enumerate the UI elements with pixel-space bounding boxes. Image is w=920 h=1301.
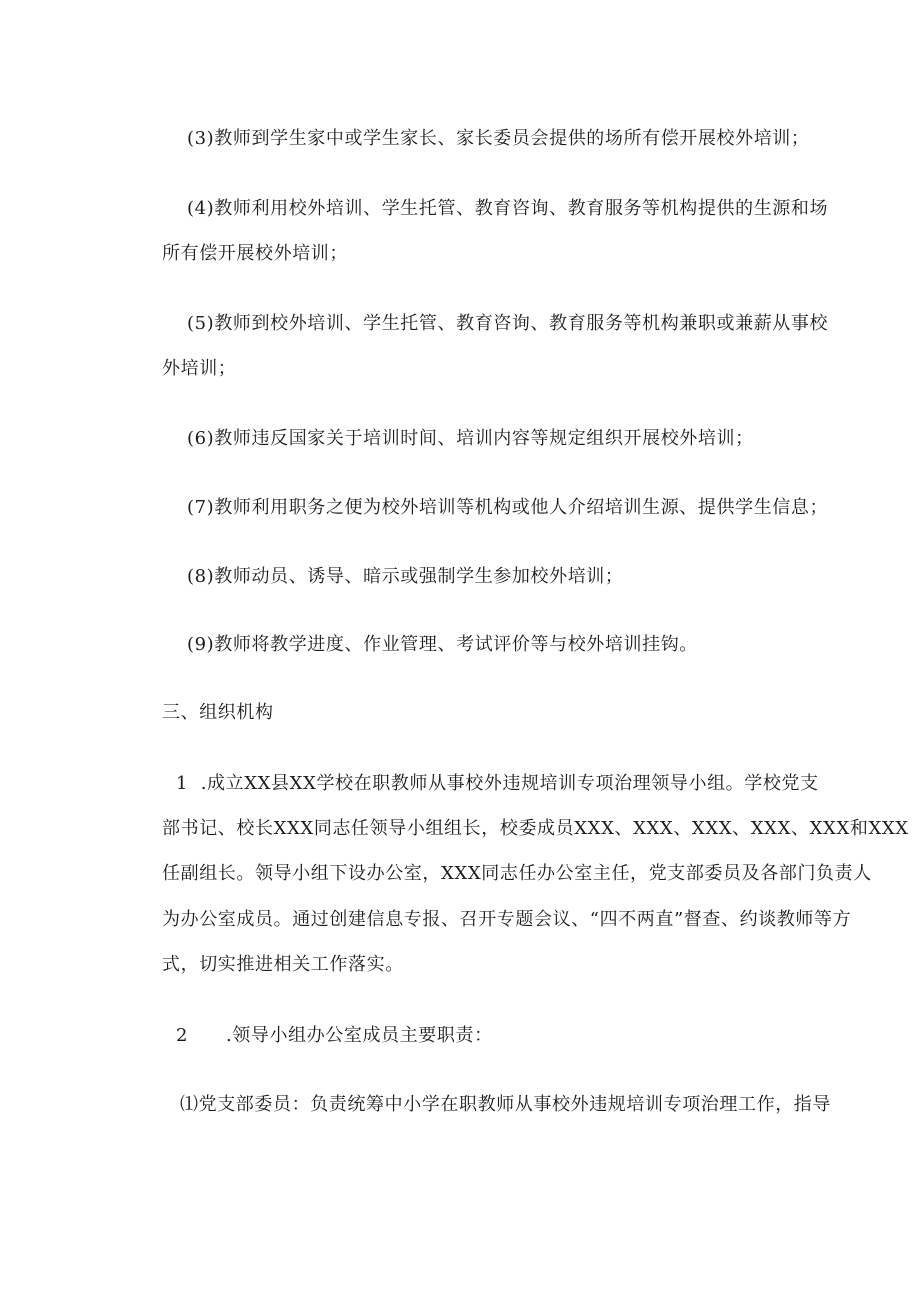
item-3-line-1: (3)教师到学生家中或学生家长、家长委员会提供的场所有偿开展校外培训； xyxy=(187,128,810,149)
paragraph-1-line-4: 为办公室成员。通过创建信息专报、召开专题会议、“四不两直”督查、约谈教师等方 xyxy=(162,909,852,930)
item-7-line-1: (7)教师利用职务之便为校外培训等机构或他人介绍培训生源、提供学生信息； xyxy=(187,497,829,518)
paragraph-1-line-3: 任副组长。领导小组下设办公室，XXX同志任办公室主任，党支部委员及各部门负责人 xyxy=(162,863,872,884)
item-8-line-1: (8)教师动员、诱导、暗示或强制学生参加校外培训； xyxy=(187,566,624,587)
item-9-line-1: (9)教师将教学进度、作业管理、考试评价等与校外培训挂钩。 xyxy=(187,634,698,655)
paragraph-3-line-1: ⑴党支部委员：负责统筹中小学在职教师从事校外违规培训专项治理工作，指导 xyxy=(180,1094,831,1115)
item-6-line-1: (6)教师违反国家关于培训时间、培训内容等规定组织开展校外培训； xyxy=(187,428,754,449)
item-5-line-2: 外培训； xyxy=(162,358,237,379)
item-4-line-1: (4)教师利用校外培训、学生托管、教育咨询、教育服务等机构提供的生源和场 xyxy=(187,198,829,219)
item-5-line-1: (5)教师到校外培训、学生托管、教育咨询、教育服务等机构兼职或兼薪从事校 xyxy=(187,313,829,334)
paragraph-1-line-1: 1 .成立XX县XX学校在职教师从事校外违规培训专项治理领导小组。学校党支 xyxy=(176,773,819,794)
paragraph-2-line-1: 2 .领导小组办公室成员主要职责： xyxy=(176,1025,493,1046)
section-heading: 三、组织机构 xyxy=(162,702,274,723)
paragraph-1-line-2: 部书记、校长XXX同志任领导小组组长，校委成员XXX、XXX、XXX、XXX、XXX和XXX xyxy=(162,818,909,839)
item-4-line-2: 所有偿开展校外培训； xyxy=(162,243,348,264)
paragraph-1-line-5: 式，切实推进相关工作落实。 xyxy=(162,954,404,975)
